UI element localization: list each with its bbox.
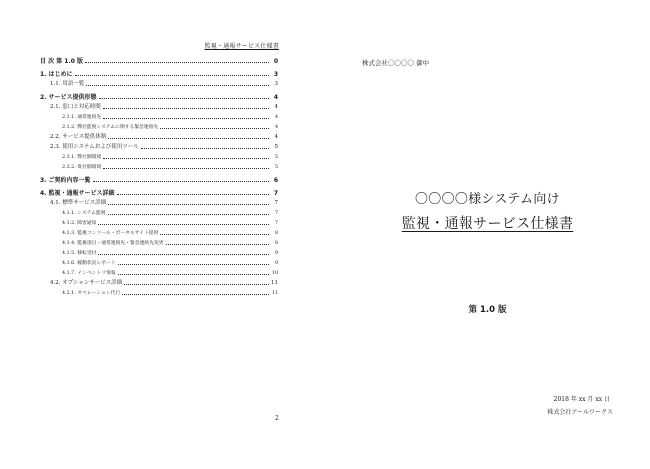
toc-entry[interactable]: [40, 104, 278, 111]
toc-entry-page: 7: [273, 190, 278, 197]
addressee: 株式会社〇〇〇〇 御中: [362, 59, 430, 67]
toc-leader-dots: [166, 244, 269, 245]
toc-entry-page: 11: [271, 291, 278, 296]
document-title-text: 監視・通報サービス仕様書: [401, 216, 574, 232]
toc-entry-title: 2.1. 窓口と対応時間: [50, 104, 101, 110]
toc-entry-page: 8: [274, 241, 278, 246]
toc-entry-title: 2. サービス提供形態: [40, 94, 97, 101]
toc-leader-dots: [108, 214, 269, 215]
version-label: 第 1.0 版: [468, 305, 507, 315]
toc-entry[interactable]: [40, 230, 278, 237]
issue-date: 2018 年 xx 月 xx 日: [553, 396, 610, 403]
toc-entry[interactable]: [40, 124, 278, 131]
toc-leader-dots: [108, 138, 269, 139]
toc-entry-title: 4.2.1. オペレーション代行: [62, 291, 121, 296]
toc-entry-title: 2.3.2. 貴社側環境: [62, 165, 102, 170]
toc-entry-page: 3: [273, 71, 278, 78]
toc-entry[interactable]: [40, 190, 278, 197]
toc-entry[interactable]: [40, 250, 278, 257]
toc-entry-title: 3. ご契約内容一覧: [40, 177, 91, 184]
toc-entry[interactable]: [40, 58, 278, 65]
toc-entry-title: 4.1.1. システム監視: [62, 211, 106, 216]
toc-leader-dots: [99, 98, 269, 99]
toc-entry-page: 7: [274, 211, 278, 216]
toc-entry-title: 4.1.5. 移転受付: [62, 251, 97, 256]
toc-leader-dots: [117, 194, 269, 195]
toc-entry-page: 8: [274, 231, 278, 236]
toc-entry[interactable]: [40, 94, 278, 101]
toc-entry-page: 0: [273, 58, 278, 65]
toc-entry-title: 4.2. オプションサービス詳細: [50, 280, 123, 286]
toc-leader-dots: [93, 181, 269, 182]
toc-entry-page: 11: [271, 280, 278, 286]
toc-entry-page: 5: [274, 155, 278, 160]
page-number: 2: [275, 415, 279, 422]
toc-leader-dots: [75, 75, 269, 76]
toc-entry-title: 4.1.3. 監視コンソール・ポータルサイト提供: [62, 231, 159, 236]
toc-entry-page: 4: [274, 115, 278, 120]
toc-leader-dots: [103, 118, 269, 119]
toc-leader-dots: [122, 294, 269, 295]
toc-entry-page: 5: [274, 165, 278, 170]
toc-entry-title: 4. 監視・通報サービス詳細: [40, 190, 115, 197]
toc-entry[interactable]: [40, 144, 278, 151]
toc-entry-title: 2.3.1. 弊社側環境: [62, 155, 102, 160]
toc-entry[interactable]: [40, 164, 278, 171]
toc-entry[interactable]: [40, 134, 278, 141]
toc-entry-title: 4.1.2. 障害通知: [62, 221, 97, 226]
toc-leader-dots: [103, 158, 269, 159]
toc-entry[interactable]: [40, 200, 278, 207]
toc-entry-page: 6: [273, 177, 278, 184]
toc-leader-dots: [86, 85, 269, 86]
toc-entry[interactable]: [40, 177, 278, 184]
toc-entry-title: 目 次 第 1.0 版: [40, 58, 83, 65]
toc-entry-page: 3: [274, 81, 278, 87]
toc-entry[interactable]: [40, 154, 278, 161]
issuer-company: 株式会社アールワークス: [547, 409, 613, 416]
toc-entry-title: 2.2. サービス提供体制: [50, 134, 107, 140]
toc-leader-dots: [141, 148, 269, 149]
toc-entry[interactable]: [40, 71, 278, 78]
toc-entry-title: 4.1.6. 稼動状況レポート: [62, 261, 116, 266]
document-title-line2: [325, 213, 650, 233]
toc-leader-dots: [98, 224, 269, 225]
toc-entry[interactable]: [40, 290, 278, 297]
toc-entry[interactable]: [40, 270, 278, 277]
toc-leader-dots: [118, 274, 269, 275]
toc-entry-page: 7: [274, 200, 278, 206]
toc-entry-page: 9: [274, 251, 278, 256]
toc-entry-title: 4.1.7. インベントリ情報: [62, 271, 116, 276]
toc-entry-page: 9: [274, 261, 278, 266]
toc-leader-dots: [124, 284, 269, 285]
toc-entry-page: 4: [274, 134, 278, 140]
toc-entry[interactable]: [40, 81, 278, 88]
toc-entry-page: 4: [274, 125, 278, 130]
toc-entry-title: 2.1.2. 弊社監視システムに関する緊急連絡先: [62, 125, 159, 130]
running-header: 監視・通報サービス仕様書: [204, 43, 279, 50]
toc-entry[interactable]: [40, 280, 278, 287]
toc-leader-dots: [108, 204, 269, 205]
toc-entry[interactable]: [40, 220, 278, 227]
toc-entry-title: 1. はじめに: [40, 71, 73, 78]
toc-entry-title: 4.1. 標準サービス詳細: [50, 200, 107, 206]
toc-entry-page: 4: [274, 104, 278, 110]
toc-leader-dots: [103, 168, 269, 169]
toc-entry[interactable]: [40, 240, 278, 247]
table-of-contents: [40, 58, 278, 297]
toc-entry[interactable]: [40, 210, 278, 217]
toc-leader-dots: [85, 62, 269, 63]
toc-entry-title: 4.1.4. 監視項目・通常連絡先・緊急連絡先変更: [62, 241, 164, 246]
toc-entry-page: 10: [271, 271, 278, 276]
toc-leader-dots: [98, 254, 269, 255]
toc-entry-title: 1.1. 用語一覧: [50, 81, 85, 87]
toc-entry-title: 2.3. 使用システムおよび使用ツール: [50, 144, 139, 150]
toc-entry-page: 7: [274, 221, 278, 226]
toc-entry[interactable]: [40, 114, 278, 121]
toc-entry-page: 4: [273, 94, 278, 101]
cover-page: [325, 0, 650, 469]
document-title-line1: 〇〇〇〇様システム向け: [414, 192, 560, 207]
toc-entry[interactable]: [40, 260, 278, 267]
toc-entry-page: 5: [274, 144, 278, 150]
toc-leader-dots: [160, 234, 269, 235]
toc-leader-dots: [160, 128, 269, 129]
toc-leader-dots: [103, 108, 269, 109]
toc-entry-title: 2.1.1. 通常連絡先: [62, 115, 102, 120]
toc-leader-dots: [118, 264, 269, 265]
